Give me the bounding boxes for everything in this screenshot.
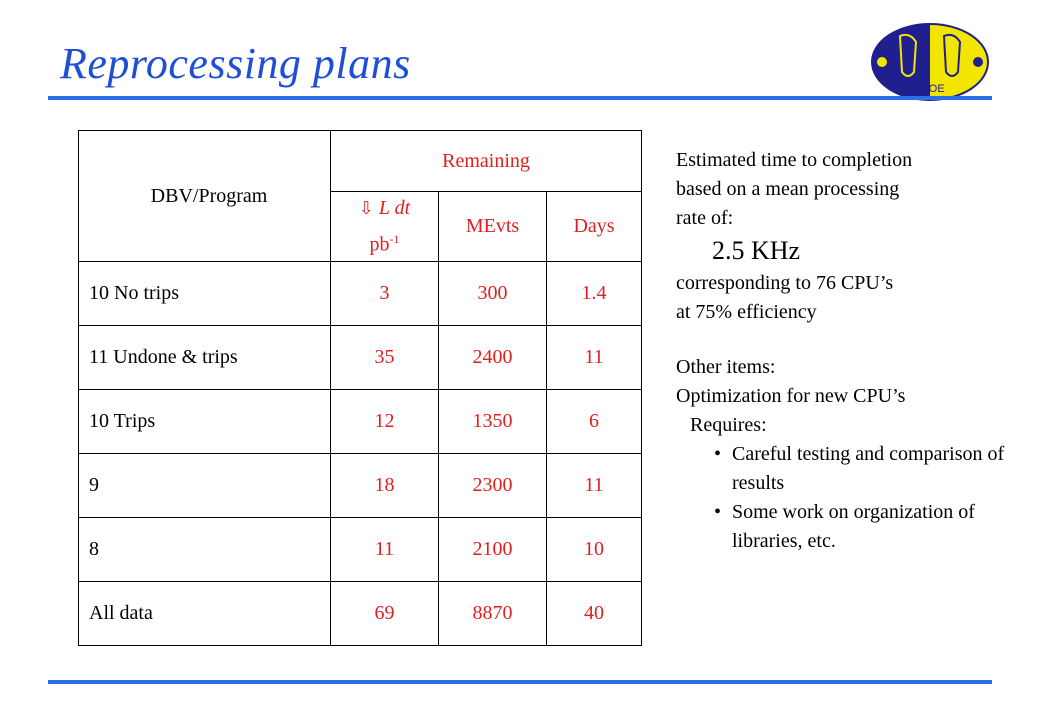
table-row [79,326,642,390]
lum-exponent: -1 [389,232,400,247]
list-item: • Careful testing and comparison of results [714,440,1006,498]
note-line: based on a mean processing [676,178,900,200]
bullet-icon: • [714,443,722,465]
cell-lum: 35 [331,326,439,390]
cell-mevts: 300 [439,262,547,326]
requirements-list [676,440,1006,556]
table-row [79,518,642,582]
note-line: rate of: [676,207,734,229]
table-row [79,582,642,646]
list-item: • Some work on organization of libraries, etc. [714,498,1006,556]
bullet-icon: • [714,501,722,523]
cell-program: 11 Undone & trips [79,326,331,390]
cell-days: 11 [547,454,642,518]
cell-lum: 3 [331,262,439,326]
cell-lum: 69 [331,582,439,646]
table-row [79,390,642,454]
header-remaining: Remaining [331,131,642,192]
svg-text:KLOE: KLOE [915,83,945,95]
cell-mevts: 8870 [439,582,547,646]
header-days: Days [547,192,642,262]
cell-program: 8 [79,518,331,582]
note-line: corresponding to 76 CPU’s [676,272,894,294]
cell-days: 10 [547,518,642,582]
note-line: Optimization for new CPU’s [676,385,906,407]
side-notes [676,146,1006,556]
cell-lum: 11 [331,518,439,582]
cell-mevts: 1350 [439,390,547,454]
table-row [79,262,642,326]
note-line: at 75% efficiency [676,301,817,323]
cell-lum: 12 [331,390,439,454]
cell-days: 11 [547,326,642,390]
header-luminosity [331,192,439,262]
cell-mevts: 2400 [439,326,547,390]
cell-mevts: 2100 [439,518,547,582]
cell-program: 10 No trips [79,262,331,326]
cell-days: 40 [547,582,642,646]
processing-rate: 2.5 KHz [712,236,801,265]
cell-mevts: 2300 [439,454,547,518]
cell-program: All data [79,582,331,646]
cell-program: 10 Trips [79,390,331,454]
cell-days: 6 [547,390,642,454]
top-rule [48,96,992,100]
integral-icon: ⇩ [358,198,374,220]
table-row [79,454,642,518]
kloe-logo-icon [870,22,990,102]
reprocessing-table [78,130,642,646]
header-mevts: MEvts [439,192,547,262]
lum-unit: pb [369,233,390,256]
page-title: Reprocessing plans [60,39,411,88]
other-items-heading: Other items: [676,356,776,378]
cell-program: 9 [79,454,331,518]
cell-days: 1.4 [547,262,642,326]
cell-lum: 18 [331,454,439,518]
note-line: Estimated time to completion [676,149,913,171]
bottom-rule [48,680,992,684]
lum-expression: L dt [378,197,411,220]
header-program: DBV/Program [79,131,331,262]
note-line: Requires: [690,414,767,436]
